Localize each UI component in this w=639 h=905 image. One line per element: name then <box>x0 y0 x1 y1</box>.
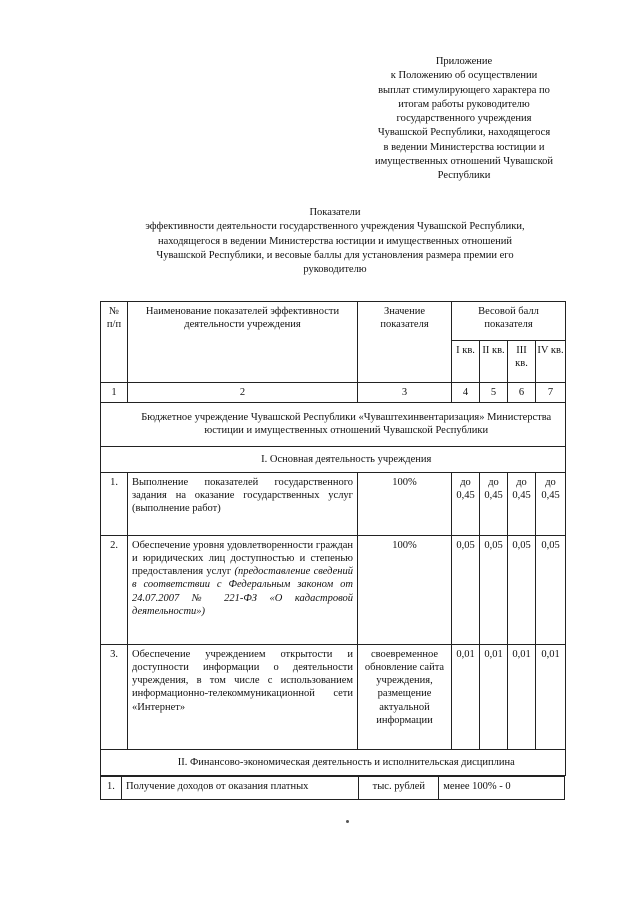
row-name: Обеспечение учреждением открытости и доступности информации о деятельности учреждения, в том числе с использованием информационно-телекоммуникационной сети «Интернет» <box>128 644 358 749</box>
row-num: 3. <box>101 644 128 749</box>
section-row <box>101 749 566 775</box>
section-title: I. Основная деятельность учреждения <box>128 446 566 472</box>
header-q1: I кв. <box>452 341 480 383</box>
title-line: эффективности деятельности государственного учреждения Чувашской Республики, <box>145 221 525 233</box>
institution-name: Бюджетное учреждение Чувашской Республики «Чуваштехинвентаризация» Министерства юстиции и имущественных отношений Чувашской Республики <box>128 403 566 446</box>
indicators-table <box>100 301 566 776</box>
header-weight: Весовой балл показателя <box>452 302 566 341</box>
row-value: 100% <box>358 472 452 535</box>
row-q2: 0,01 <box>480 644 508 749</box>
header-q4: IV кв. <box>536 341 566 383</box>
appendix-line: к Положению об осуществлении <box>390 70 538 82</box>
header-num: № п/п <box>101 302 128 383</box>
row-value: 100% <box>358 535 452 644</box>
table-row <box>101 644 566 749</box>
row-q4: до 0,45 <box>536 472 566 535</box>
header-q2: II кв. <box>480 341 508 383</box>
appendix-block <box>340 55 588 184</box>
appendix-line: имущественных отношений Чувашской <box>374 156 554 168</box>
row-name-note: (предоставление сведений в соответствии с Федеральным законом от 24.07.2007 № 221-ФЗ «О кадастровой деятельности») <box>132 566 353 617</box>
title-line: Чувашской Республики, и весовые баллы для установления размера премии его <box>156 249 514 261</box>
appendix-line: в ведении Министерства юстиции и <box>383 141 545 153</box>
continuation-table <box>100 776 565 800</box>
row-q3: 0,05 <box>508 535 536 644</box>
row-q4: 0,01 <box>536 644 566 749</box>
table-row <box>101 777 565 800</box>
row-q3: до 0,45 <box>508 472 536 535</box>
row-name-cell <box>128 535 358 644</box>
row-num: 1. <box>101 777 122 800</box>
table-row <box>101 535 566 644</box>
row-unit: тыс. рублей <box>359 777 439 800</box>
row-q1: 0,01 <box>452 644 480 749</box>
row-value: своевременное обновление сайта учреждения, размещение актуальной информации <box>358 644 452 749</box>
appendix-line: Чувашской Республики, находящегося <box>377 127 551 139</box>
row-q4: 0,05 <box>536 535 566 644</box>
appendix-line: Приложение <box>435 56 493 67</box>
col-number: 5 <box>480 383 508 403</box>
col-number: 6 <box>508 383 536 403</box>
title-line: находящегося в ведении Министерства юстиции и имущественных отношений <box>158 235 512 247</box>
row-name: Обеспечение уровня удовлетворенности граждан и юридических лиц доступностью и степенью предоставления услуг <box>132 539 353 578</box>
appendix-line: выплат стимулирующего характера по <box>378 84 550 96</box>
col-number: 4 <box>452 383 480 403</box>
appendix-line: итогам работы руководителю <box>398 98 530 110</box>
row-q2: 0,05 <box>480 535 508 644</box>
row-value: менее 100% - 0 <box>439 777 565 800</box>
institution-row <box>101 403 566 446</box>
title-line: руководителю <box>303 264 367 276</box>
col-number: 1 <box>101 383 128 403</box>
row-name: Получение доходов от оказания платных <box>121 777 358 800</box>
scan-speck <box>346 820 349 823</box>
col-number: 2 <box>128 383 358 403</box>
row-q1: 0,05 <box>452 535 480 644</box>
section-row <box>101 446 566 472</box>
table-header-row <box>101 302 566 341</box>
row-q3: 0,01 <box>508 644 536 749</box>
row-num: 1. <box>101 472 128 535</box>
section-title: II. Финансово-экономическая деятельность и исполнительская дисциплина <box>128 749 566 775</box>
row-num: 2. <box>101 535 128 644</box>
column-numbers-row <box>101 383 566 403</box>
appendix-line: Республики <box>437 170 491 182</box>
row-name: Выполнение показателей государственного задания на оказание государственных услуг (выполнение работ) <box>128 472 358 535</box>
header-value: Значение показателя <box>358 302 452 383</box>
row-q1: до 0,45 <box>452 472 480 535</box>
title-heading: Показатели <box>309 207 361 218</box>
header-name: Наименование показателей эффективности деятельности учреждения <box>128 302 358 383</box>
header-q3: III кв. <box>508 341 536 383</box>
appendix-line: государственного учреждения <box>396 113 532 125</box>
document-title <box>95 206 575 277</box>
table-row <box>101 472 566 535</box>
col-number: 7 <box>536 383 566 403</box>
col-number: 3 <box>358 383 452 403</box>
row-q2: до 0,45 <box>480 472 508 535</box>
